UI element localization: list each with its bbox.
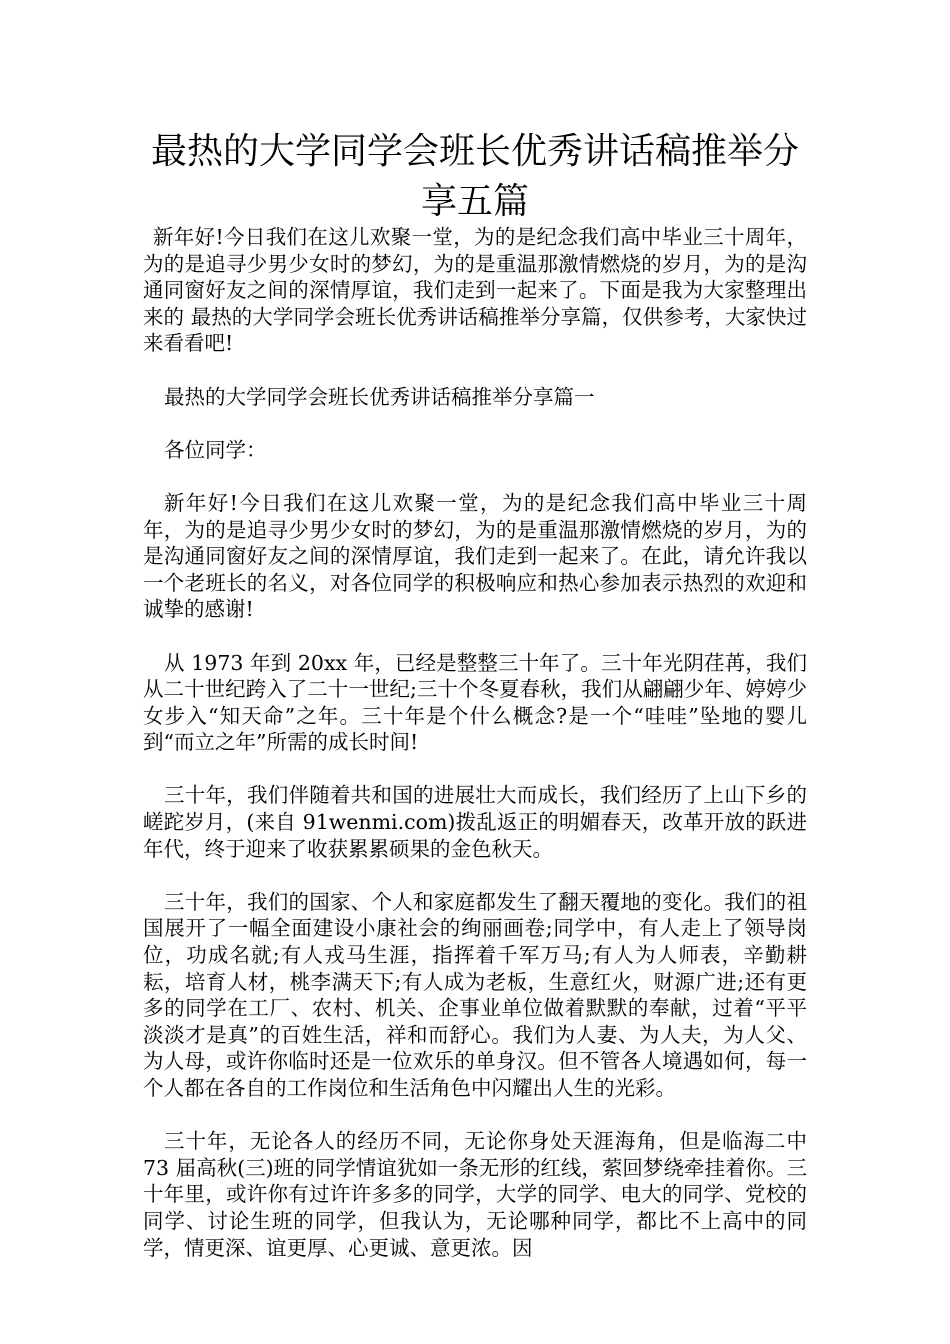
intro-paragraph: 新年好!今日我们在这儿欢聚一堂，为的是纪念我们高中毕业三十周年，为的是追寻少男少女时的梦幻，为的是重温那激情燃烧的岁月，为的是沟通同窗好友之间的深情厚谊，我们走到一起来了。下面是我为大家整理出来的 最热的大学同学会班长优秀讲话稿推举分享篇，仅供参考，大家快过来看看吧! bbox=[143, 225, 807, 356]
document-body bbox=[143, 224, 807, 1261]
salutation: 各位同学： bbox=[164, 437, 267, 462]
body-paragraph: 三十年，无论各人的经历不同，无论你身处天涯海角，但是临海二中 73 届高秋(三)班的同学情谊犹如一条无形的红线，萦回梦绕牵挂着你。三十年里，或许你有过许许多多的同学，大学的同学、电大的同学、党校的同学、讨论生班的同学，但我认为，无论哪种同学，都比不上高中的同学，情更深、谊更厚、心更诚、意更浓。因 bbox=[143, 1129, 807, 1260]
document-title-line-2: 享五篇 bbox=[420, 181, 529, 222]
document-title-line-1: 最热的大学同学会班长优秀讲话稿推举分 bbox=[150, 131, 799, 172]
body-paragraph: 新年好!今日我们在这儿欢聚一堂，为的是纪念我们高中毕业三十周年，为的是追寻少男少女时的梦幻，为的是重温那激情燃烧的岁月，为的是沟通同窗好友之间的深情厚谊，我们走到一起来了。在此，请允许我以一个老班长的名义，对各位同学的积极响应和热心参加表示热烈的欢迎和诚挚的感谢! bbox=[143, 490, 807, 622]
body-paragraph: 从 1973 年到 20xx 年，已经是整整三十年了。三十年光阴荏苒，我们从二十世纪跨入了二十一世纪;三十个冬夏春秋，我们从翩翩少年、婷婷少女步入“知天命”之年。三十年是个什么概念?是一个“哇哇”坠地的婴儿到“而立之年”所需的成长时间! bbox=[143, 650, 807, 755]
section-heading: 最热的大学同学会班长优秀讲话稿推举分享篇一 bbox=[164, 384, 595, 409]
body-paragraph: 三十年，我们伴随着共和国的进展壮大而成长，我们经历了上山下乡的嵯跎岁月，(来自 91wenmi.com)拨乱返正的明媚春天，改革开放的跃进年代，终于迎来了收获累累硕果的金色秋天。 bbox=[143, 783, 807, 861]
body-paragraph: 三十年，我们的国家、个人和家庭都发生了翻天覆地的变化。我们的祖国展开了一幅全面建设小康社会的绚丽画卷;同学中，有人走上了领导岗位，功成名就;有人戎马生涯，指挥着千军万马;有人为人师表，辛勤耕耘，培育人材，桃李满天下;有人成为老板，生意红火，财源广进;还有更多的同学在工厂、农村、机关、企事业单位做着默默的奉献，过着“平平淡淡才是真”的百姓生活，祥和而舒心。我们为人妻、为人夫，为人父、为人母，或许你临时还是一位欢乐的单身汉。但不管各人境遇如何，每一个人都在各自的工作岗位和生活角色中闪耀出人生的光彩。 bbox=[143, 889, 807, 1100]
